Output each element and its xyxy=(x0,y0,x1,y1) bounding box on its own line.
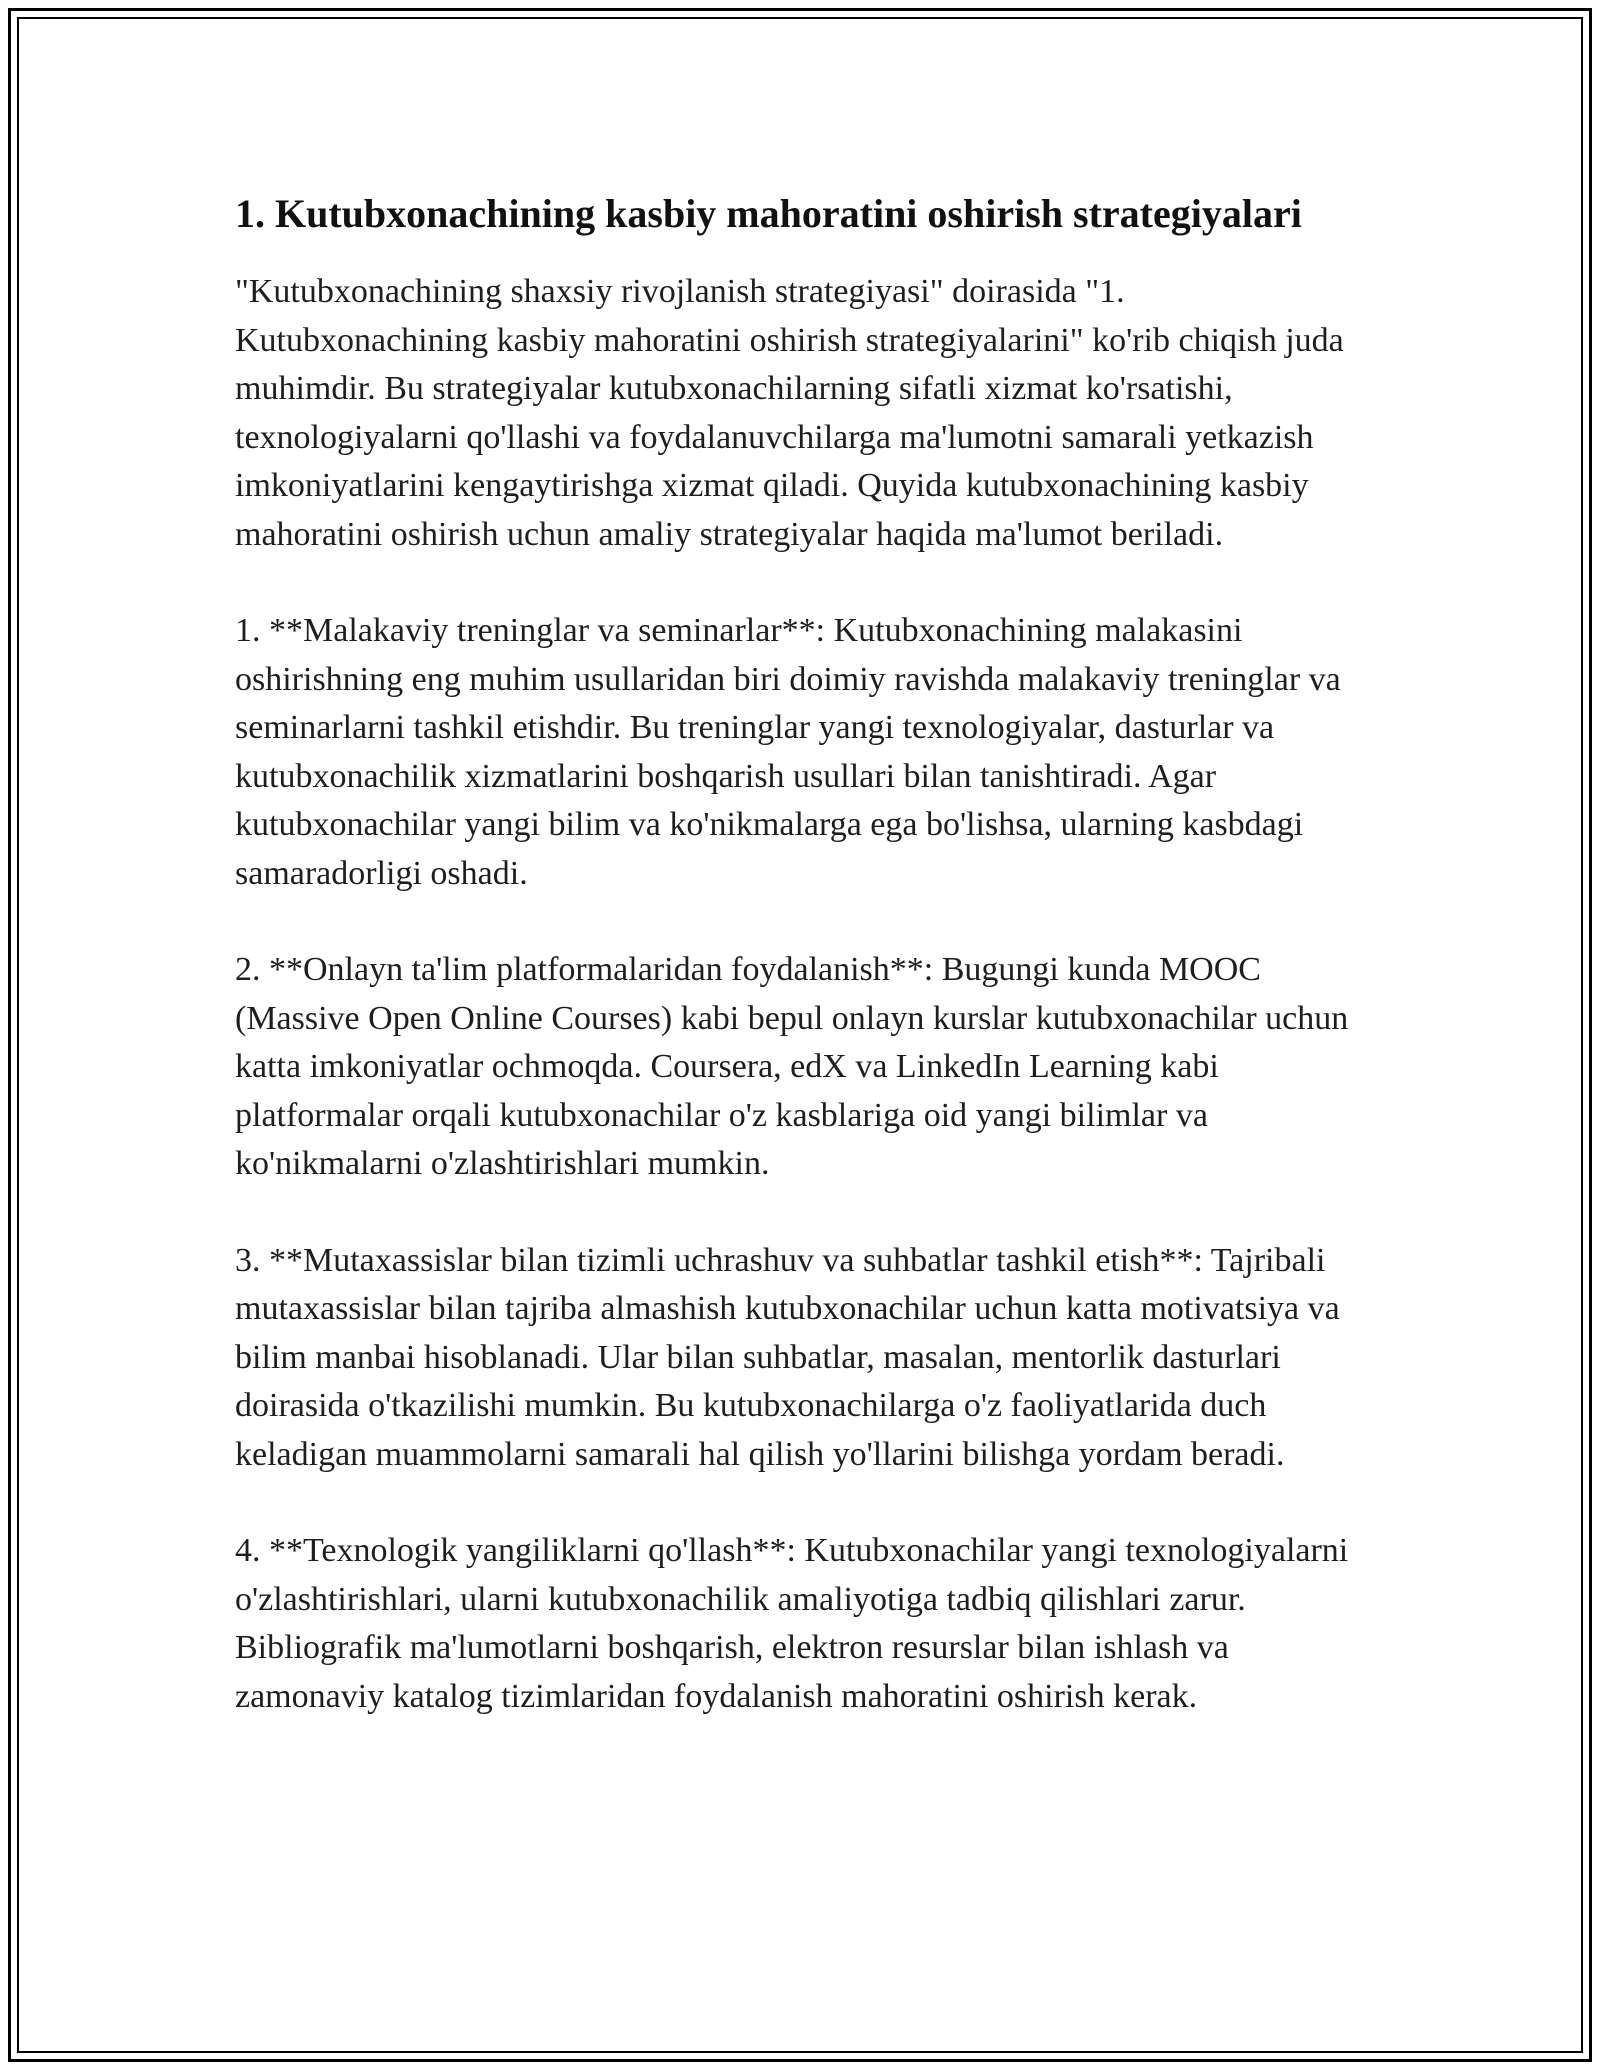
document-heading: 1. Kutubxonachining kasbiy mahoratini oshirish strategiyalari xyxy=(235,191,1302,236)
strategy-paragraph-3: 3. **Mutaxassislar bilan tizimli uchrashuv va suhbatlar tashkil etish**: Tajribali mutaxassislar bilan tajriba almashish kutubxonachilar uchun katta motivatsiya va bilim manbai hisoblanadi. Ular bilan suhbatlar, masalan, mentorlik dasturlari doirasida o'tkazilishi mumkin. Bu kutubxonachilarga o'z faoliyatlarida duch keladigan muammolarni samarali hal qilish yo'llarini bilishga yordam beradi. xyxy=(235,1241,1340,1473)
strategy-paragraph-4: 4. **Texnologik yangiliklarni qo'llash**: Kutubxonachilar yangi texnologiyalarni o'zlashtirishlari, ularni kutubxonachilik amaliyotiga tadbiq qilishlari zarur. Bibliografik ma'lumotlarni boshqarish, elektron resurslar bilan ishlash va zamonaviy katalog tizimlaridan foydalanish mahoratini oshirish kerak. xyxy=(235,1532,1349,1715)
intro-paragraph: "Kutubxonachining shaxsiy rivojlanish strategiyasi" doirasida "1. Kutubxonachining kasbiy mahoratini oshirish strategiyalarini" ko'rib chiqish juda muhimdir. Bu strategiyalar kutubxonachilarning sifatli xizmat ko'rsatishi, texnologiyalarni qo'llashi va foydalanuvchilarga ma'lumotni samarali yetkazish imkoniyatlarini kengaytirishga xizmat qiladi. Quyida kutubxonachining kasbiy mahoratini oshirish uchun amaliy strategiyalar haqida ma'lumot beriladi. xyxy=(235,273,1344,553)
strategy-paragraph-2: 2. **Onlayn ta'lim platformalaridan foydalanish**: Bugungi kunda MOOC (Massive Open Online Courses) kabi bepul onlayn kurslar kutubxonachilar uchun katta imkoniyatlar ochmoqda. Coursera, edX va LinkedIn Learning kabi platformalar orqali kutubxonachilar o'z kasblariga oid yangi bilimlar va ko'nikmalarni o'zlashtirishlari mumkin. xyxy=(235,951,1349,1182)
strategy-paragraph-1: 1. **Malakaviy treninglar va seminarlar**: Kutubxonachining malakasini oshirishning eng muhim usullaridan biri doimiy ravishda malakaviy treninglar va seminarlarni tashkil etishdir. Bu treninglar yangi texnologiyalar, dasturlar va kutubxonachilik xizmatlarini boshqarish usullari bilan tanishtiradi. Agar kutubxonachilar yangi bilim va ko'nikmalarga ega bo'lishsa, ularning kasbdagi samaradorligi oshadi. xyxy=(235,612,1341,892)
document-body xyxy=(235,188,1375,1769)
